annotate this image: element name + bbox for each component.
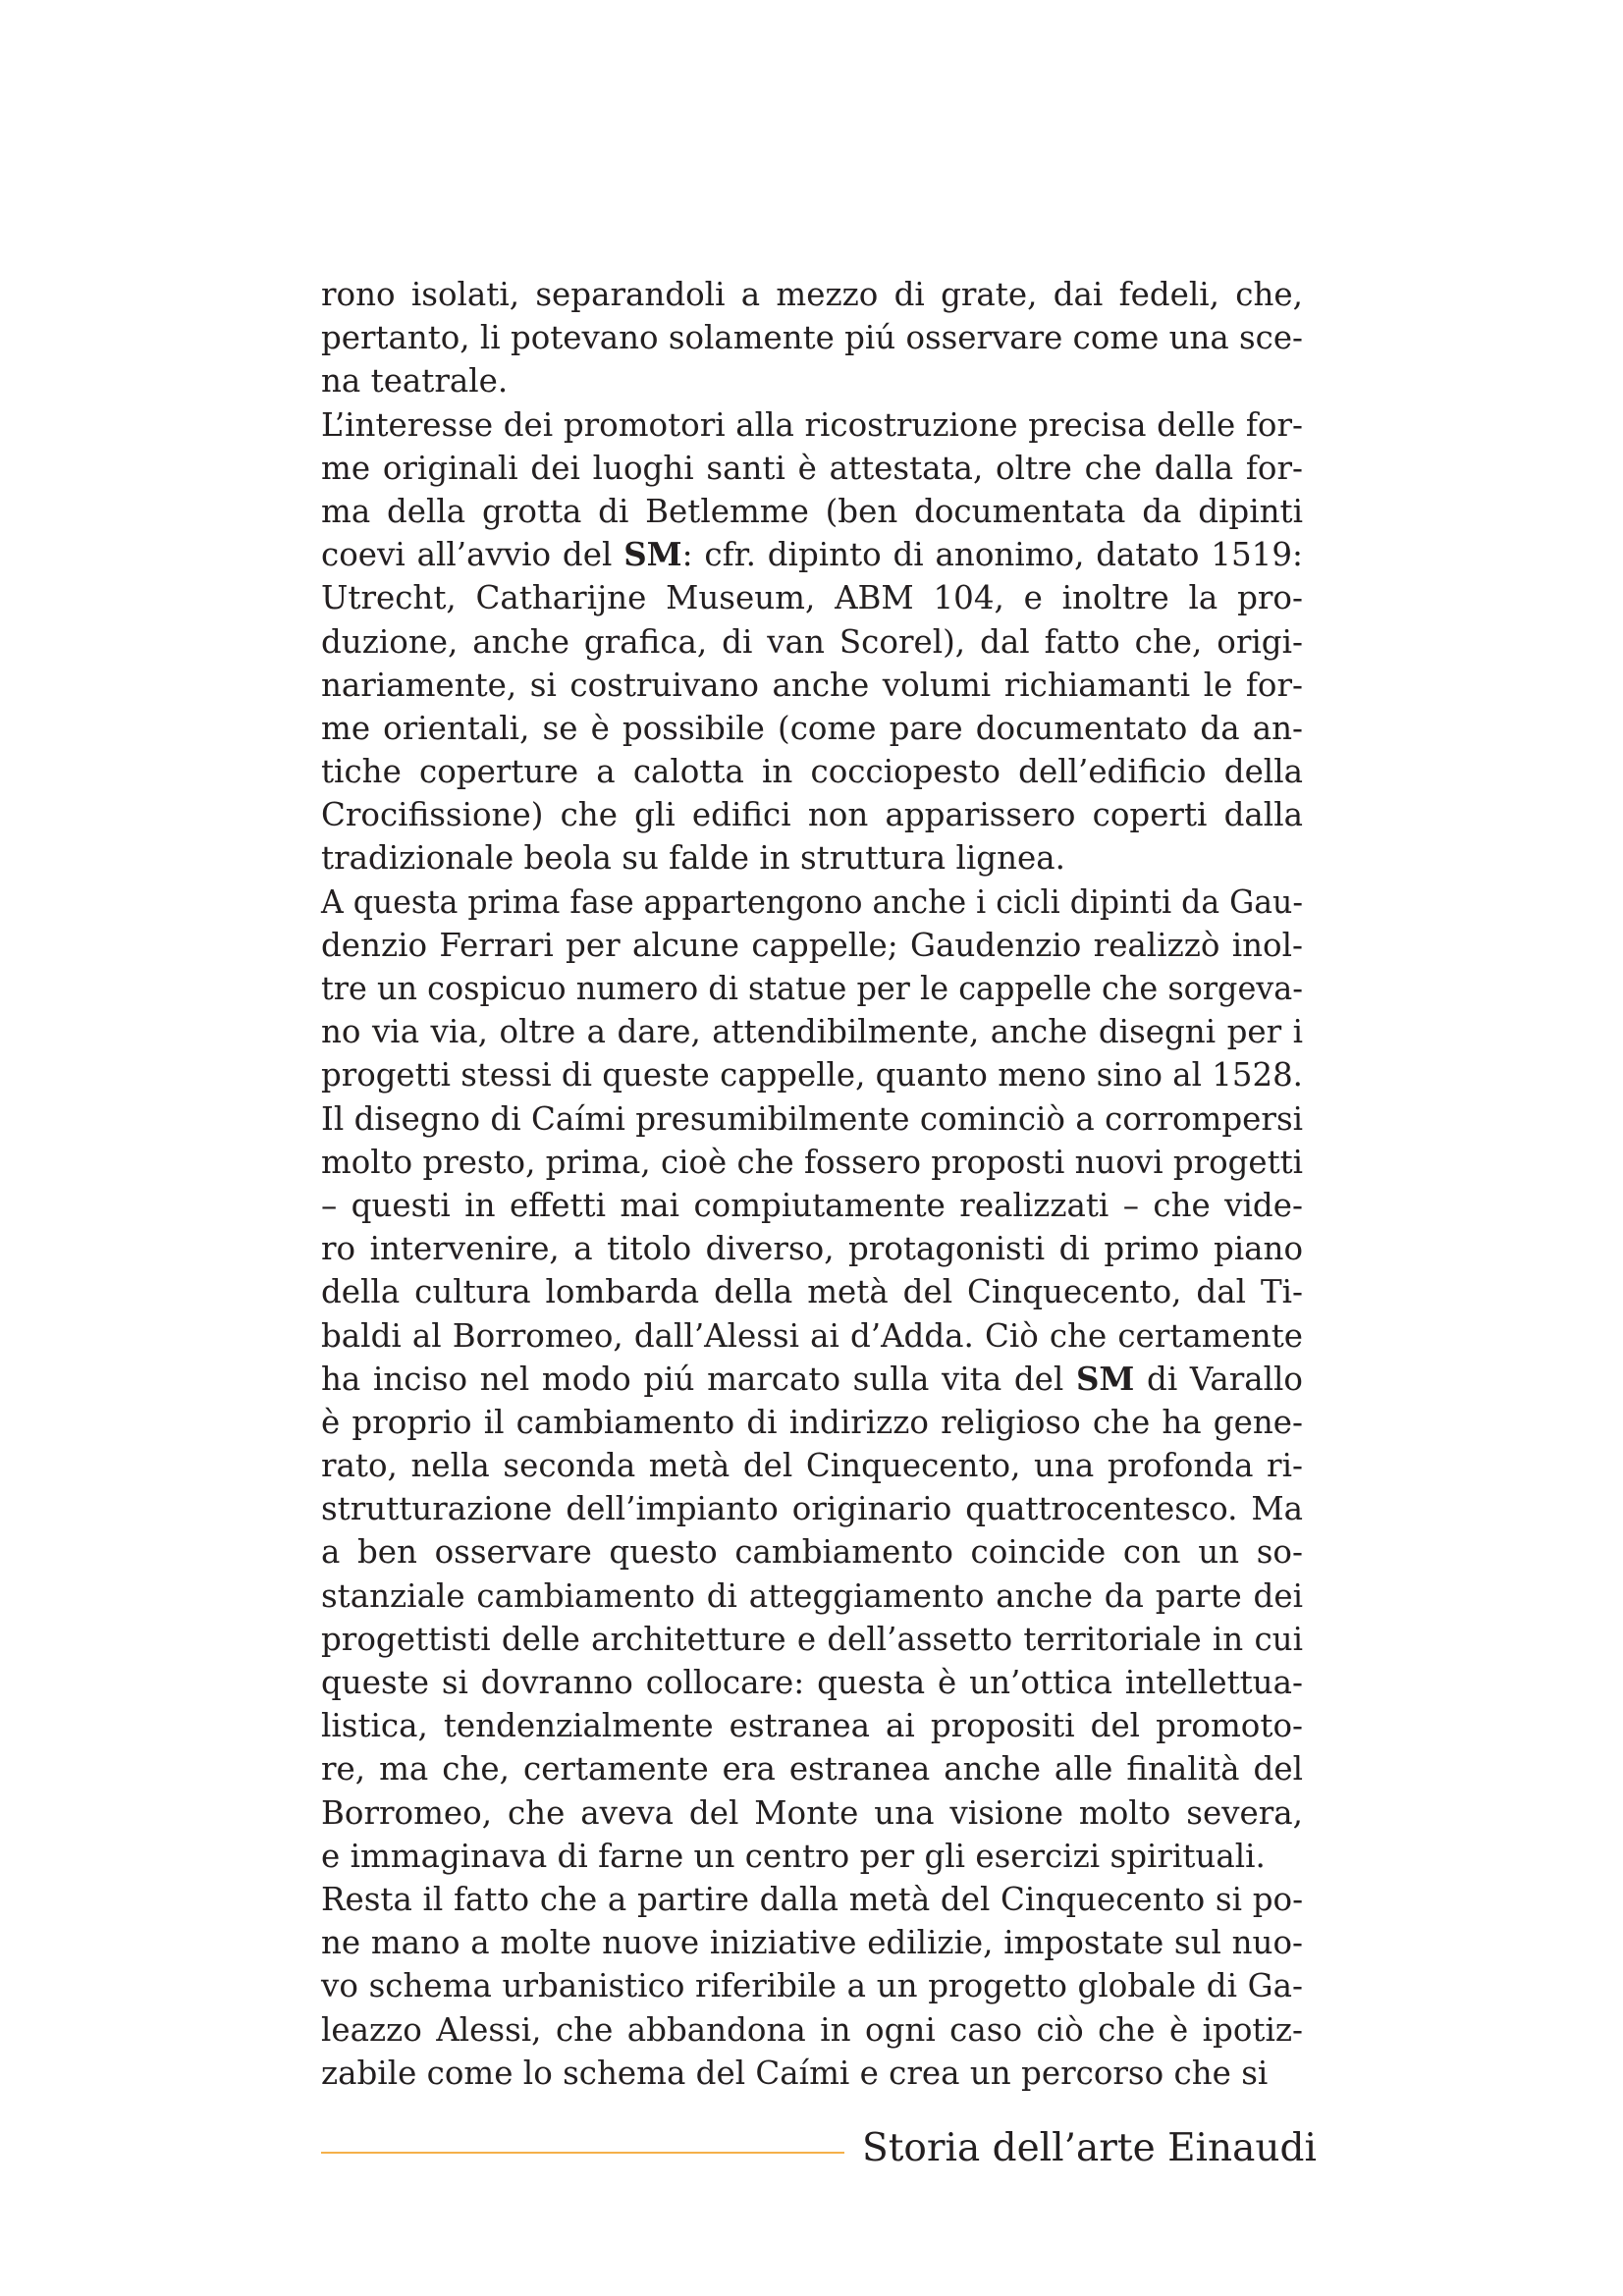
text-line: pertanto, li potevano solamente piú osservare come una sce- xyxy=(321,319,1304,357)
text-line: ma della grotta di Betlemme (ben documentata da dipinti xyxy=(321,492,1303,530)
text-line: no via via, oltre a dare, attendibilmente, anche disegni per i xyxy=(321,1013,1303,1051)
bold-abbreviation: SM xyxy=(1075,1359,1135,1398)
text-line: me orientali, se è possibile (come pare documentato da an- xyxy=(321,709,1304,747)
text-line: vo schema urbanistico riferibile a un progetto globale di Ga- xyxy=(321,1967,1303,2005)
text-line: e immaginava di farne un centro per gli esercizi spirituali. xyxy=(321,1837,1266,1875)
text-line: strutturazione dell’impianto originario quattrocentesco. Ma xyxy=(321,1490,1304,1528)
text-line: re, ma che, certamente era estranea anche alle finalità del xyxy=(321,1750,1303,1789)
text-line: queste si dovranno collocare: questa è un’ottica intellettua- xyxy=(321,1664,1303,1701)
text-line: progetti stessi di queste cappelle, quanto meno sino al 1528. xyxy=(321,1056,1303,1095)
text-line xyxy=(321,533,1303,576)
text-line: denzio Ferrari per alcune cappelle; Gaudenzio realizzò inol- xyxy=(321,926,1303,964)
text-line: ne mano a molte nuove iniziative edilizie, impostate sul nuo- xyxy=(321,1924,1304,1962)
text-line: nariamente, si costruivano anche volumi richiamanti le for- xyxy=(321,666,1303,704)
body-text xyxy=(321,273,1303,2095)
text-line: Crocifissione) che gli edifici non apparissero coperti dalla xyxy=(321,796,1303,834)
text-line: Utrecht, Catharijne Museum, ABM 104, e inoltre la pro- xyxy=(321,579,1303,617)
footer-rule xyxy=(321,2152,844,2154)
text-line: – questi in effetti mai compiutamente realizzati – che vide- xyxy=(321,1186,1303,1224)
text-line: Resta il fatto che a partire dalla metà del Cinquecento si po- xyxy=(321,1880,1304,1918)
text-line: me originali dei luoghi santi è attestata, oltre che dalla for- xyxy=(321,449,1304,487)
text-line: a ben osservare questo cambiamento coincide con un so- xyxy=(321,1533,1303,1572)
text-line: Borromeo, che aveva del Monte una visione molto severa, xyxy=(321,1793,1304,1832)
text-line: duzione, anche grafica, di van Scorel), dal fatto che, origi- xyxy=(321,622,1303,661)
text-line: molto presto, prima, cioè che fossero proposti nuovi progetti xyxy=(321,1143,1304,1181)
text-line: tradizionale beola su falde in struttura lignea. xyxy=(321,839,1065,878)
text-line: leazzo Alessi, che abbandona in ogni caso ciò che è ipotiz- xyxy=(321,2010,1303,2049)
text-segment: di Varallo xyxy=(1134,1360,1303,1398)
text-line: stanziale cambiamento di atteggiamento anche da parte dei xyxy=(321,1576,1303,1615)
text-line: è proprio il cambiamento di indirizzo religioso che ha gene- xyxy=(321,1403,1303,1441)
text-segment: ha inciso nel modo piú marcato sulla vita del xyxy=(321,1360,1076,1398)
bold-abbreviation: SM xyxy=(623,535,682,574)
text-line: na teatrale. xyxy=(321,362,509,400)
text-line: L’interesse dei promotori alla ricostruzione precisa delle for- xyxy=(321,405,1303,444)
text-line: Il disegno di Caími presumibilmente cominciò a corrompersi xyxy=(321,1099,1304,1138)
text-segment: : cfr. dipinto di anonimo, datato 1519: xyxy=(681,536,1303,574)
text-line: tiche coperture a calotta in cocciopesto dell’edificio della xyxy=(321,753,1303,791)
text-line: ro intervenire, a titolo diverso, protagonisti di primo piano xyxy=(321,1230,1304,1268)
footer-label: Storia dell’arte Einaudi xyxy=(862,2126,1317,2170)
text-line: progettisti delle architetture e dell’assetto territoriale in cui xyxy=(321,1620,1303,1658)
text-line: A questa prima fase appartengono anche i cicli dipinti da Gau- xyxy=(321,882,1303,921)
text-line: tre un cospicuo numero di statue per le cappelle che sorgeva- xyxy=(321,970,1304,1007)
text-line: rato, nella seconda metà del Cinquecento, una profonda ri- xyxy=(321,1447,1303,1485)
text-line: zabile come lo schema del Caími e crea un percorso che si xyxy=(321,2054,1269,2092)
text-segment: coevi all’avvio del xyxy=(321,536,624,574)
text-line: rono isolati, separandoli a mezzo di grate, dai fedeli, che, xyxy=(321,276,1303,313)
text-line: della cultura lombarda della metà del Cinquecento, dal Ti- xyxy=(321,1273,1303,1311)
text-line: listica, tendenzialmente estranea ai propositi del promoto- xyxy=(321,1707,1303,1745)
text-line xyxy=(321,1358,1303,1401)
text-line: baldi al Borromeo, dall’Alessi ai d’Adda. Ciò che certamente xyxy=(321,1316,1304,1355)
